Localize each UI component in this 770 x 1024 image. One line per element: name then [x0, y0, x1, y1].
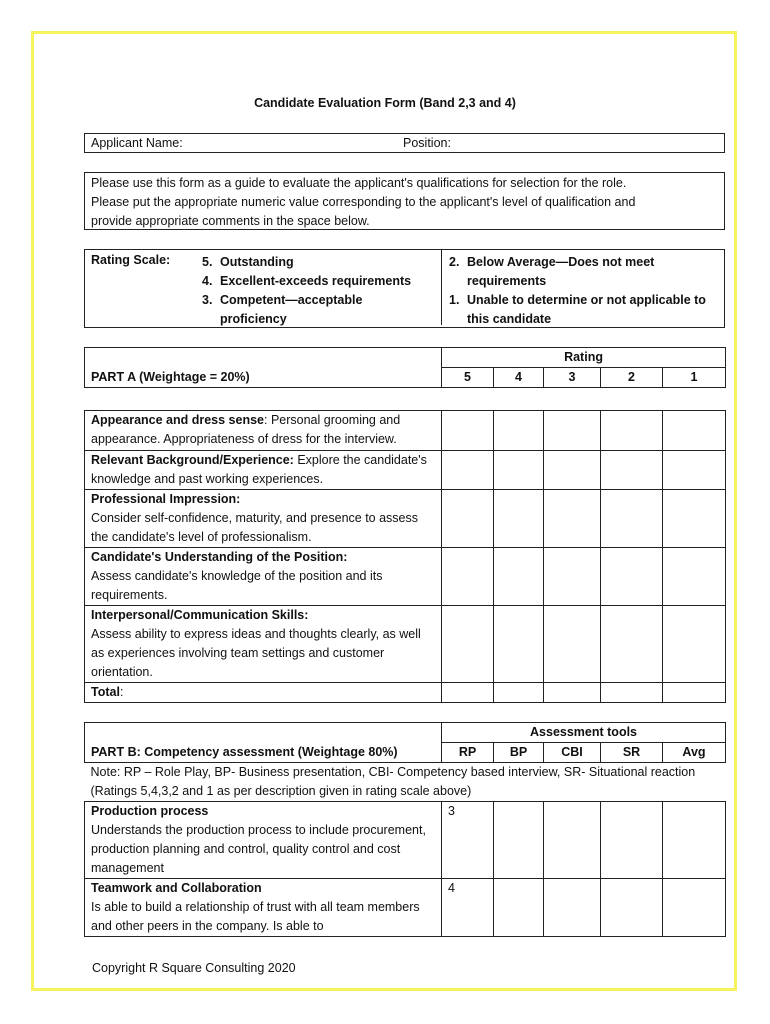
bp-cell[interactable] — [494, 802, 544, 879]
competency-cell — [85, 802, 442, 879]
tool-col-sr: SR — [601, 743, 663, 763]
scale-text: Excellent-exceeds requirements — [220, 274, 412, 288]
applicant-row — [84, 133, 725, 153]
total-cell — [85, 683, 442, 703]
rating-cell[interactable] — [544, 606, 601, 683]
part-b-heading: PART B: Competency assessment (Weightage 80%) — [85, 723, 442, 763]
rating-cell[interactable] — [601, 451, 663, 490]
avg-cell[interactable] — [663, 879, 726, 937]
table-row — [85, 606, 726, 683]
rating-cell[interactable] — [544, 451, 601, 490]
rating-col-1: 1 — [663, 368, 726, 388]
rating-cell[interactable] — [442, 490, 494, 548]
total-label: Total — [91, 685, 120, 699]
rating-cell[interactable] — [544, 490, 601, 548]
rating-cell[interactable] — [601, 490, 663, 548]
rating-cell[interactable] — [601, 411, 663, 451]
rating-cell[interactable] — [663, 411, 726, 451]
scale-number: 2. — [449, 255, 460, 269]
competency-title: Teamwork and Collaboration — [91, 881, 262, 895]
scale-text: Competent—acceptable proficiency — [220, 293, 363, 326]
rating-cell[interactable] — [442, 451, 494, 490]
rating-cell[interactable] — [442, 606, 494, 683]
avg-cell[interactable] — [663, 802, 726, 879]
total-rating-cell[interactable] — [494, 683, 544, 703]
part-b-note: Note: RP – Role Play, BP- Business presentation, CBI- Competency based interview, SR- Situational reaction (Ratings 5,4,3,2 and 1 as per description given in rating scale above) — [85, 763, 726, 802]
part-b-table — [84, 722, 726, 937]
part-a-heading: PART A (Weightage = 20%) — [85, 348, 442, 388]
criterion-cell — [85, 490, 442, 548]
criterion-title: Candidate's Understanding of the Position: — [91, 550, 348, 564]
rating-cell[interactable] — [601, 606, 663, 683]
total-rating-cell[interactable] — [601, 683, 663, 703]
criterion-text: Personal grooming and appearance. Appropriateness of dress for the interview. — [91, 413, 401, 446]
rating-cell[interactable] — [663, 606, 726, 683]
rating-scale-box — [84, 249, 725, 328]
rating-cell[interactable] — [442, 411, 494, 451]
total-row — [85, 683, 726, 703]
criterion-cell — [85, 606, 442, 683]
criterion-cell — [85, 451, 442, 490]
scale-number: 1. — [449, 293, 460, 307]
rating-scale-label: Rating Scale: — [91, 253, 171, 267]
tool-col-bp: BP — [494, 743, 544, 763]
rating-cell[interactable] — [663, 451, 726, 490]
criterion-text: Consider self-confidence, maturity, and presence to assess the candidate's level of professionalism. — [91, 511, 419, 544]
total-rating-cell[interactable] — [442, 683, 494, 703]
rating-scale-left — [202, 250, 442, 325]
part-a-table — [84, 410, 726, 703]
tool-col-rp: RP — [442, 743, 494, 763]
rating-col-5: 5 — [442, 368, 494, 388]
instructions-line: provide appropriate comments in the space below. — [91, 214, 370, 228]
tool-col-avg: Avg — [663, 743, 726, 763]
criterion-title: Professional Impression: — [91, 492, 241, 506]
assessment-tools-header: Assessment tools — [442, 723, 726, 743]
competency-text: Understands the production process to include procurement, production planning and control, quality control and cost management — [91, 823, 426, 875]
rating-cell[interactable] — [494, 451, 544, 490]
criterion-sep: : — [264, 413, 271, 427]
scale-number: 5. — [202, 255, 213, 269]
competency-text: Is able to build a relationship of trust with all team members and other peers in the company. Is able to — [91, 900, 420, 933]
table-row — [85, 451, 726, 490]
rp-cell[interactable]: 4 — [442, 879, 494, 937]
table-row — [85, 802, 726, 879]
table-row — [85, 490, 726, 548]
sr-cell[interactable] — [601, 879, 663, 937]
criterion-title: Relevant Background/Experience: — [91, 453, 294, 467]
rating-header: Rating — [442, 348, 726, 368]
rating-col-3: 3 — [544, 368, 601, 388]
total-rating-cell[interactable] — [663, 683, 726, 703]
criterion-text: Explore the candidate's knowledge and past working experiences. — [91, 453, 427, 486]
rating-cell[interactable] — [544, 411, 601, 451]
rating-cell[interactable] — [494, 490, 544, 548]
rating-cell[interactable] — [663, 490, 726, 548]
rating-cell[interactable] — [494, 548, 544, 606]
scale-number: 4. — [202, 274, 213, 288]
copyright-footer: Copyright R Square Consulting 2020 — [92, 961, 296, 975]
instructions-line: Please put the appropriate numeric value corresponding to the applicant's level of qualification and — [91, 195, 636, 209]
sr-cell[interactable] — [601, 802, 663, 879]
position-label: Position: — [403, 136, 451, 150]
criterion-cell — [85, 548, 442, 606]
rp-cell[interactable]: 3 — [442, 802, 494, 879]
table-row — [85, 411, 726, 451]
competency-cell — [85, 879, 442, 937]
criterion-cell — [85, 411, 442, 451]
rating-col-2: 2 — [601, 368, 663, 388]
criterion-text: Assess candidate's knowledge of the position and its requirements. — [91, 569, 383, 602]
scale-number: 3. — [202, 293, 213, 307]
total-suffix: : — [119, 685, 124, 699]
instructions-box — [84, 172, 725, 230]
criterion-title: Interpersonal/Communication Skills: — [91, 608, 309, 622]
rating-col-4: 4 — [494, 368, 544, 388]
cbi-cell[interactable] — [544, 802, 601, 879]
criterion-text: Assess ability to express ideas and thoughts clearly, as well as experiences involving team settings and customer orientation. — [91, 627, 421, 679]
instructions-line: Please use this form as a guide to evaluate the applicant's qualifications for selection for the role. — [91, 176, 627, 190]
form-title: Candidate Evaluation Form (Band 2,3 and 4) — [254, 96, 516, 110]
scale-text: Outstanding — [220, 255, 294, 269]
rating-cell[interactable] — [494, 606, 544, 683]
rating-cell[interactable] — [601, 548, 663, 606]
scale-text: Below Average—Does not meet requirements — [467, 255, 655, 288]
rating-cell[interactable] — [663, 548, 726, 606]
rating-cell[interactable] — [442, 548, 494, 606]
bp-cell[interactable] — [494, 879, 544, 937]
competency-title: Production process — [91, 804, 209, 818]
applicant-name-label: Applicant Name: — [91, 136, 183, 150]
rating-cell[interactable] — [494, 411, 544, 451]
rating-cell[interactable] — [544, 548, 601, 606]
rating-scale-right — [449, 253, 724, 329]
criterion-title: Appearance and dress sense — [91, 413, 264, 427]
cbi-cell[interactable] — [544, 879, 601, 937]
part-a-header-table — [84, 347, 726, 388]
tool-col-cbi: CBI — [544, 743, 601, 763]
table-row — [85, 548, 726, 606]
table-row — [85, 879, 726, 937]
scale-text: Unable to determine or not applicable to this candidate — [467, 293, 706, 326]
total-rating-cell[interactable] — [544, 683, 601, 703]
